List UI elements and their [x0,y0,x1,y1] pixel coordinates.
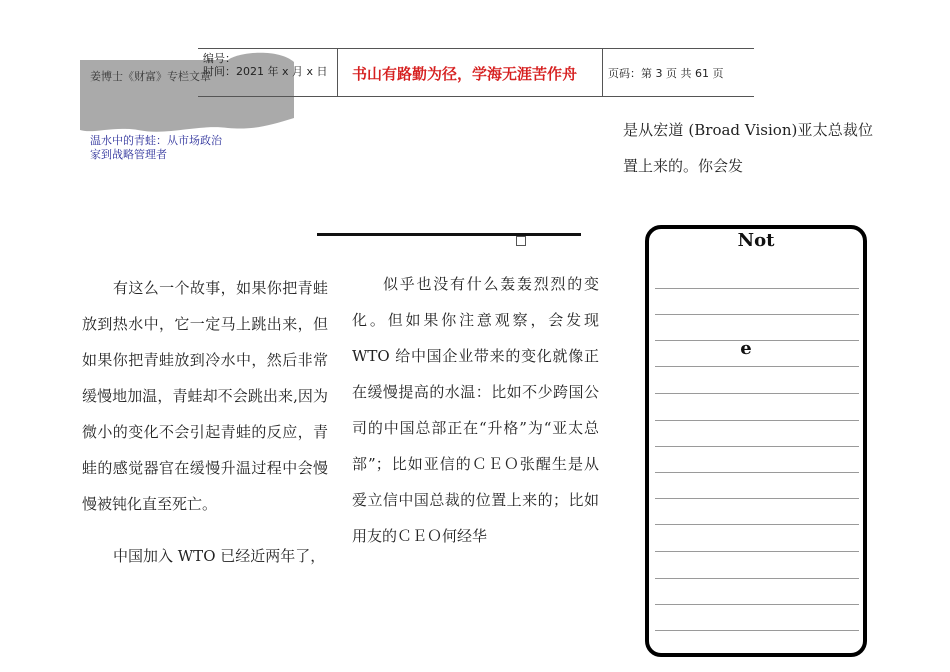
note-line [655,393,859,394]
body-column-2 [352,266,599,554]
body-paragraph: 有这么一个故事，如果你把青蛙放到热水中，它一定马上跳出来，但如果你把青蛙放到冷水中，然后非常缓慢地加温，青蛙却不会跳出来,因为微小的变化不会引起青蛙的反应，青蛙的感觉器官在缓慢升温过程中会慢慢被钝化直至死亡。 [82,279,328,513]
body-column-3 [623,112,873,184]
article-subtitle: 温水中的青蛙：从市场政治家到战略管理者 [90,134,222,161]
doc-number-label: 编号： [203,52,236,65]
header-top-border [198,48,754,49]
column-tag: 姜博士《财富》专栏文章 [90,70,211,83]
notes-heading-continued: e [740,338,752,359]
notes-panel [645,225,867,657]
header-divider [602,48,603,96]
note-line [655,366,859,367]
note-line [655,551,859,552]
rule-marker [516,236,526,246]
note-line [655,446,859,447]
header-divider [337,48,338,96]
body-column-1 [82,270,328,574]
motto-text: 书山有路勤为径，学海无涯苦作舟 [352,65,578,83]
note-line [655,498,859,499]
note-line [655,288,859,289]
note-line [655,420,859,421]
title-rule [317,233,581,236]
header-bottom-border [198,96,754,97]
note-line [655,472,859,473]
body-paragraph: 是从宏道 (Broad Vision)亚太总裁位置上来的。你会发 [623,121,873,175]
note-line [655,340,859,341]
note-line [655,314,859,315]
page-info: 页码：第 3 页 共 61 页 [608,67,724,80]
note-line [655,578,859,579]
body-paragraph: 似乎也没有什么轰轰烈烈的变化。但如果你注意观察，会发现 WTO 给中国企业带来的变化就像正在缓慢提高的水温：比如不少跨国公司的中国总部正在“升格”为“亚太总部”；比如亚信的ＣＥＯ张醒生是从爱立信中国总裁的位置上来的；比如用友的ＣＥＯ何经华 [352,275,599,545]
body-paragraph: 中国加入 WTO 已经近两年了， [113,547,326,565]
doc-time-label: 时间：2021 年 x 月 x 日 [203,65,328,78]
note-line [655,630,859,631]
notes-heading: Not [737,230,775,251]
note-line [655,604,859,605]
note-line [655,524,859,525]
